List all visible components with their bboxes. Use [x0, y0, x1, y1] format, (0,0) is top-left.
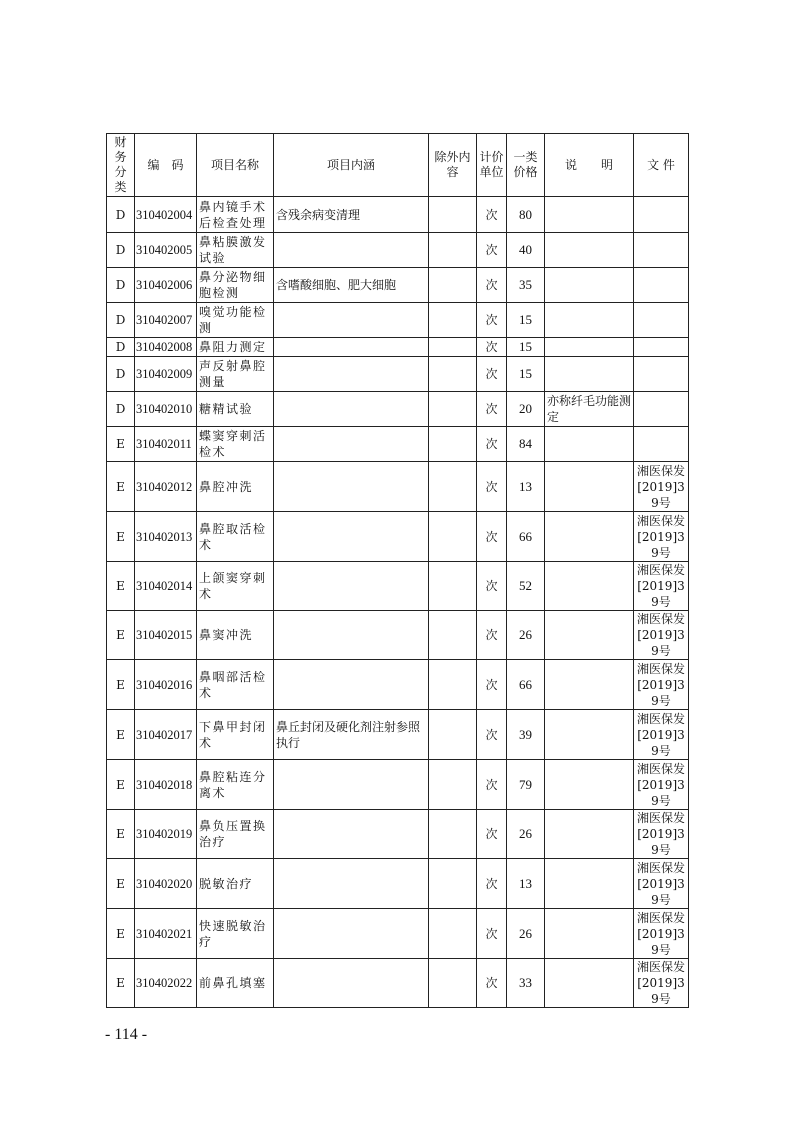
cell-file: 湘医保发[2019]39号 — [634, 760, 689, 810]
cell-file — [634, 268, 689, 303]
cell-file: 湘医保发[2019]39号 — [634, 660, 689, 710]
cell-excluded — [429, 338, 477, 357]
table-row — [107, 660, 689, 710]
cell-name: 鼻腔冲洗 — [197, 462, 274, 512]
cell-name: 脱敏治疗 — [197, 859, 274, 909]
cell-unit: 次 — [477, 268, 507, 303]
table-row — [107, 611, 689, 660]
cell-note — [545, 357, 634, 392]
cell-note — [545, 710, 634, 760]
cell-excluded — [429, 810, 477, 859]
table-header-row — [107, 134, 689, 197]
cell-file — [634, 392, 689, 427]
cell-excluded — [429, 197, 477, 233]
cell-name: 鼻负压置换治疗 — [197, 810, 274, 859]
table-row — [107, 233, 689, 268]
header-unit: 计价单位 — [477, 134, 507, 197]
header-file: 文 件 — [634, 134, 689, 197]
cell-price: 39 — [507, 710, 545, 760]
cell-note — [545, 197, 634, 233]
table-row — [107, 197, 689, 233]
table-row — [107, 760, 689, 810]
cell-unit: 次 — [477, 810, 507, 859]
price-table — [106, 133, 689, 1008]
cell-file: 湘医保发[2019]39号 — [634, 810, 689, 859]
cell-category: E — [107, 427, 135, 462]
cell-price: 26 — [507, 909, 545, 959]
cell-file: 湘医保发[2019]39号 — [634, 710, 689, 760]
header-price: 一类价格 — [507, 134, 545, 197]
cell-category: E — [107, 909, 135, 959]
cell-file: 湘医保发[2019]39号 — [634, 462, 689, 512]
cell-category: E — [107, 859, 135, 909]
cell-note — [545, 810, 634, 859]
cell-category: D — [107, 338, 135, 357]
cell-category: E — [107, 462, 135, 512]
table-row — [107, 959, 689, 1008]
table-row — [107, 512, 689, 562]
cell-unit: 次 — [477, 338, 507, 357]
cell-price: 84 — [507, 427, 545, 462]
cell-file — [634, 303, 689, 338]
cell-excluded — [429, 760, 477, 810]
cell-code: 310402010 — [135, 392, 197, 427]
table-row — [107, 338, 689, 357]
cell-content — [274, 810, 429, 859]
table-row — [107, 710, 689, 760]
cell-price: 26 — [507, 810, 545, 859]
cell-category: E — [107, 710, 135, 760]
cell-file — [634, 233, 689, 268]
cell-unit: 次 — [477, 392, 507, 427]
cell-content — [274, 233, 429, 268]
cell-name: 嗅觉功能检测 — [197, 303, 274, 338]
cell-price: 13 — [507, 859, 545, 909]
cell-code: 310402009 — [135, 357, 197, 392]
cell-note — [545, 909, 634, 959]
cell-name: 糖精试验 — [197, 392, 274, 427]
cell-code: 310402008 — [135, 338, 197, 357]
cell-category: E — [107, 611, 135, 660]
cell-content — [274, 392, 429, 427]
cell-name: 前鼻孔填塞 — [197, 959, 274, 1008]
cell-category: E — [107, 760, 135, 810]
cell-content — [274, 338, 429, 357]
cell-code: 310402007 — [135, 303, 197, 338]
cell-excluded — [429, 427, 477, 462]
cell-note — [545, 562, 634, 611]
cell-code: 310402018 — [135, 760, 197, 810]
cell-price: 79 — [507, 760, 545, 810]
cell-name: 鼻咽部活检术 — [197, 660, 274, 710]
cell-category: D — [107, 197, 135, 233]
cell-code: 310402006 — [135, 268, 197, 303]
cell-price: 66 — [507, 660, 545, 710]
cell-code: 310402013 — [135, 512, 197, 562]
cell-note — [545, 959, 634, 1008]
cell-name: 鼻窦冲洗 — [197, 611, 274, 660]
cell-excluded — [429, 268, 477, 303]
cell-unit: 次 — [477, 710, 507, 760]
cell-price: 15 — [507, 338, 545, 357]
table-row — [107, 427, 689, 462]
cell-category: D — [107, 303, 135, 338]
cell-price: 13 — [507, 462, 545, 512]
cell-code: 310402017 — [135, 710, 197, 760]
cell-note — [545, 303, 634, 338]
cell-note — [545, 611, 634, 660]
cell-content — [274, 909, 429, 959]
cell-code: 310402014 — [135, 562, 197, 611]
cell-file — [634, 357, 689, 392]
cell-unit: 次 — [477, 427, 507, 462]
table-row — [107, 909, 689, 959]
cell-file: 湘医保发[2019]39号 — [634, 909, 689, 959]
cell-name: 鼻粘膜激发试验 — [197, 233, 274, 268]
cell-price: 80 — [507, 197, 545, 233]
cell-price: 26 — [507, 611, 545, 660]
cell-category: E — [107, 512, 135, 562]
cell-name: 声反射鼻腔测量 — [197, 357, 274, 392]
cell-name: 快速脱敏治疗 — [197, 909, 274, 959]
cell-code: 310402004 — [135, 197, 197, 233]
cell-excluded — [429, 859, 477, 909]
table-row — [107, 810, 689, 859]
table-row — [107, 357, 689, 392]
table-row — [107, 462, 689, 512]
cell-excluded — [429, 512, 477, 562]
cell-note — [545, 233, 634, 268]
table-row — [107, 268, 689, 303]
table-row — [107, 859, 689, 909]
cell-content: 含残余病变清理 — [274, 197, 429, 233]
cell-content — [274, 427, 429, 462]
cell-content — [274, 462, 429, 512]
cell-file — [634, 197, 689, 233]
cell-unit: 次 — [477, 462, 507, 512]
cell-price: 33 — [507, 959, 545, 1008]
cell-excluded — [429, 462, 477, 512]
cell-note — [545, 660, 634, 710]
cell-price: 40 — [507, 233, 545, 268]
cell-excluded — [429, 392, 477, 427]
cell-note — [545, 338, 634, 357]
cell-file: 湘医保发[2019]39号 — [634, 611, 689, 660]
cell-category: E — [107, 959, 135, 1008]
cell-excluded — [429, 710, 477, 760]
cell-excluded — [429, 233, 477, 268]
cell-code: 310402019 — [135, 810, 197, 859]
cell-category: D — [107, 392, 135, 427]
cell-excluded — [429, 660, 477, 710]
cell-note — [545, 760, 634, 810]
cell-unit: 次 — [477, 197, 507, 233]
cell-category: D — [107, 357, 135, 392]
cell-price: 15 — [507, 357, 545, 392]
cell-content — [274, 760, 429, 810]
page-number: - 114 - — [105, 1026, 148, 1043]
cell-content — [274, 611, 429, 660]
table-row — [107, 303, 689, 338]
cell-name: 鼻分泌物细胞检测 — [197, 268, 274, 303]
cell-excluded — [429, 303, 477, 338]
cell-code: 310402011 — [135, 427, 197, 462]
header-name: 项目名称 — [197, 134, 274, 197]
table-row — [107, 562, 689, 611]
cell-category: E — [107, 562, 135, 611]
cell-category: E — [107, 810, 135, 859]
cell-category: D — [107, 233, 135, 268]
cell-unit: 次 — [477, 760, 507, 810]
header-note: 说 明 — [545, 134, 634, 197]
cell-excluded — [429, 357, 477, 392]
cell-content: 含嗜酸细胞、肥大细胞 — [274, 268, 429, 303]
table-row — [107, 392, 689, 427]
cell-note: 亦称纤毛功能测定 — [545, 392, 634, 427]
cell-unit: 次 — [477, 512, 507, 562]
cell-price: 20 — [507, 392, 545, 427]
cell-note — [545, 859, 634, 909]
cell-file: 湘医保发[2019]39号 — [634, 859, 689, 909]
cell-unit: 次 — [477, 859, 507, 909]
cell-excluded — [429, 562, 477, 611]
cell-name: 上颌窦穿刺术 — [197, 562, 274, 611]
cell-category: E — [107, 660, 135, 710]
cell-note — [545, 268, 634, 303]
cell-content — [274, 562, 429, 611]
header-excluded: 除外内容 — [429, 134, 477, 197]
cell-content: 鼻丘封闭及硬化剂注射参照执行 — [274, 710, 429, 760]
cell-excluded — [429, 959, 477, 1008]
cell-note — [545, 512, 634, 562]
cell-name: 下鼻甲封闭术 — [197, 710, 274, 760]
cell-code: 310402016 — [135, 660, 197, 710]
header-code: 编 码 — [135, 134, 197, 197]
cell-category: D — [107, 268, 135, 303]
cell-unit: 次 — [477, 303, 507, 338]
cell-file — [634, 338, 689, 357]
cell-excluded — [429, 611, 477, 660]
cell-price: 15 — [507, 303, 545, 338]
cell-name: 鼻腔取活检术 — [197, 512, 274, 562]
cell-code: 310402005 — [135, 233, 197, 268]
cell-file: 湘医保发[2019]39号 — [634, 562, 689, 611]
cell-unit: 次 — [477, 233, 507, 268]
header-content: 项目内涵 — [274, 134, 429, 197]
cell-price: 52 — [507, 562, 545, 611]
header-category: 财务分类 — [107, 134, 135, 197]
cell-content — [274, 303, 429, 338]
cell-unit: 次 — [477, 959, 507, 1008]
cell-file — [634, 427, 689, 462]
cell-name: 蝶窦穿刺活检术 — [197, 427, 274, 462]
cell-price: 35 — [507, 268, 545, 303]
cell-content — [274, 357, 429, 392]
cell-note — [545, 462, 634, 512]
cell-code: 310402020 — [135, 859, 197, 909]
cell-code: 310402021 — [135, 909, 197, 959]
cell-file: 湘医保发[2019]39号 — [634, 512, 689, 562]
cell-content — [274, 859, 429, 909]
cell-file: 湘医保发[2019]39号 — [634, 959, 689, 1008]
cell-unit: 次 — [477, 660, 507, 710]
cell-price: 66 — [507, 512, 545, 562]
cell-name: 鼻内镜手术后检查处理 — [197, 197, 274, 233]
cell-content — [274, 959, 429, 1008]
cell-name: 鼻阻力测定 — [197, 338, 274, 357]
cell-code: 310402022 — [135, 959, 197, 1008]
cell-name: 鼻腔粘连分离术 — [197, 760, 274, 810]
cell-code: 310402012 — [135, 462, 197, 512]
cell-unit: 次 — [477, 562, 507, 611]
cell-content — [274, 512, 429, 562]
cell-note — [545, 427, 634, 462]
cell-code: 310402015 — [135, 611, 197, 660]
cell-unit: 次 — [477, 909, 507, 959]
cell-unit: 次 — [477, 357, 507, 392]
cell-unit: 次 — [477, 611, 507, 660]
cell-content — [274, 660, 429, 710]
cell-excluded — [429, 909, 477, 959]
